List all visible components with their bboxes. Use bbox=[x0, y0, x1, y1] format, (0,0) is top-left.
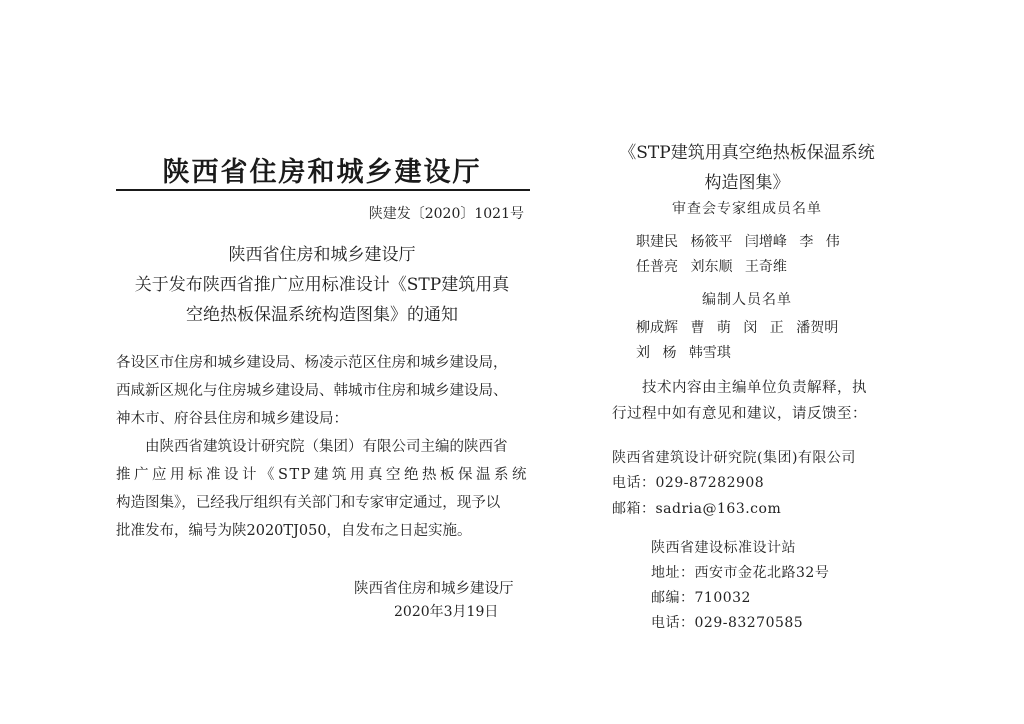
contact-phone: 电话：029-83270585 bbox=[651, 615, 804, 631]
contact-organization: 陕西省建设标准设计站 bbox=[651, 540, 796, 556]
title-rule bbox=[116, 189, 530, 191]
body-text-line: 推广应用标准设计《STP建筑用真空绝热板保温系统 bbox=[116, 467, 528, 483]
review-committee-heading: 审查会专家组成员名单 bbox=[672, 201, 822, 217]
compilers-heading: 编制人员名单 bbox=[702, 292, 792, 308]
body-text-line: 构造图集》，已经我厅组织有关部门和专家审定通过，现予以 bbox=[116, 495, 501, 511]
signature-date: 2020年3月19日 bbox=[394, 604, 499, 620]
contact-email: 邮箱：sadria@163.com bbox=[612, 501, 782, 517]
document-number: 陕建发〔2020〕1021号 bbox=[368, 206, 524, 222]
compilers-names: 柳成辉 曹 萌 闵 正 潘贺明 bbox=[636, 320, 839, 336]
body-text-line: 批准发布，编号为陕2020TJ050，自发布之日起实施。 bbox=[116, 523, 472, 539]
notice-title-line: 陕西省住房和城乡建设厅 bbox=[228, 245, 416, 265]
feedback-text-line: 行过程中如有意见和建议，请反馈至： bbox=[612, 406, 867, 422]
notice-title-line: 关于发布陕西省推广应用标准设计《STP建筑用真 bbox=[134, 275, 510, 295]
atlas-title-line: 《STP建筑用真空绝热板保温系统 bbox=[619, 143, 875, 163]
feedback-text-line: 技术内容由主编单位负责解释，执 bbox=[642, 380, 867, 396]
contact-organization: 陕西省建筑设计研究院(集团)有限公司 bbox=[612, 450, 856, 466]
body-text-line: 神木市、府谷县住房和城乡建设局： bbox=[116, 411, 348, 427]
body-text-line: 由陕西省建筑设计研究院（集团）有限公司主编的陕西省 bbox=[145, 439, 508, 455]
issuer-title: 陕西省住房和城乡建设厅 bbox=[162, 157, 482, 188]
atlas-title-line: 构造图集》 bbox=[704, 173, 790, 193]
compilers-names: 刘 杨 韩雪琪 bbox=[636, 345, 731, 361]
review-committee-names: 职建民 杨筱平 闫增峰 李 伟 bbox=[636, 234, 840, 250]
contact-address: 地址：西安市金花北路32号 bbox=[651, 565, 830, 581]
body-text-line: 各设区市住房和城乡建设局、杨凌示范区住房和城乡建设局， bbox=[116, 355, 508, 371]
contact-postcode: 邮编：710032 bbox=[651, 590, 751, 606]
review-committee-names: 任普亮 刘东顺 王奇维 bbox=[636, 259, 787, 275]
body-text-line: 西咸新区规化与住房城乡建设局、韩城市住房和城乡建设局、 bbox=[116, 383, 508, 399]
contact-phone: 电话：029-87282908 bbox=[612, 475, 765, 491]
signature-organization: 陕西省住房和城乡建设厅 bbox=[354, 581, 514, 597]
notice-title-line: 空绝热板保温系统构造图集》的通知 bbox=[186, 305, 458, 325]
